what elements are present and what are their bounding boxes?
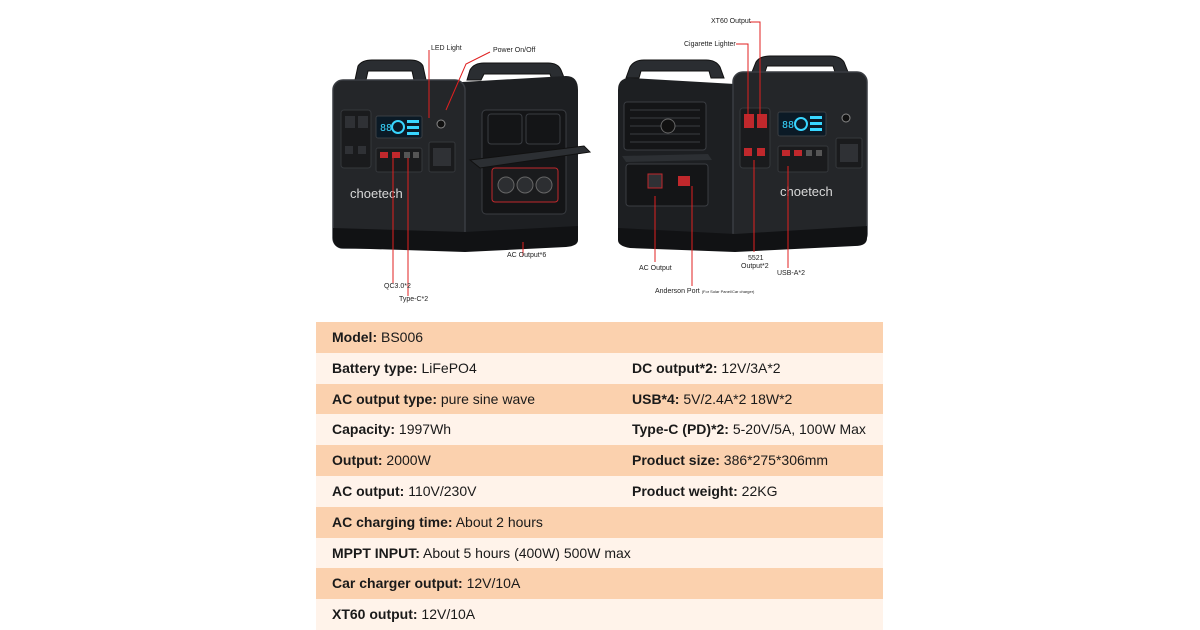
callout-anderson <box>655 288 754 295</box>
callout-ac-output: AC Output <box>639 265 672 272</box>
spec-cell-left <box>332 568 520 599</box>
spec-key: Battery type: <box>332 359 418 376</box>
spec-key: Product size: <box>632 452 720 469</box>
spec-value: 110V/230V <box>404 482 477 499</box>
spec-cell-left <box>332 414 451 445</box>
spec-value: 1997Wh <box>395 421 452 438</box>
spec-row <box>316 353 883 384</box>
spec-row <box>316 568 883 599</box>
spec-value: pure sine wave <box>436 390 536 407</box>
spec-cell-right <box>632 384 792 415</box>
spec-cell-right <box>632 414 866 445</box>
spec-row <box>316 414 883 445</box>
callout-anderson-label: Anderson Port <box>655 288 700 295</box>
callout-qc30: QC3.0*2 <box>384 283 411 290</box>
spec-key: Product weight: <box>632 482 738 499</box>
spec-row <box>316 507 883 538</box>
spec-key: Car charger output: <box>332 575 463 592</box>
front-lcd-digits: 88 <box>380 123 393 134</box>
spec-value: 22KG <box>737 482 778 499</box>
spec-table <box>316 322 883 630</box>
spec-cell-left <box>332 445 431 476</box>
spec-value: 5-20V/5A, 100W Max <box>728 421 866 438</box>
spec-key: MPPT INPUT: <box>332 544 420 561</box>
spec-key: AC output: <box>332 482 405 499</box>
spec-row <box>316 384 883 415</box>
back-brand-logo: choetech <box>780 184 833 199</box>
spec-row <box>316 599 883 630</box>
spec-row <box>316 476 883 507</box>
callout-5521-a: 5521 <box>748 255 764 262</box>
spec-value: About 5 hours (400W) 500W max <box>419 544 631 561</box>
spec-cell-left <box>332 476 476 507</box>
spec-cell-left <box>332 384 535 415</box>
spec-key: AC output type: <box>332 390 437 407</box>
callout-cigarette: Cigarette Lighter <box>684 41 736 48</box>
spec-cell-right <box>632 445 828 476</box>
callout-power-onoff: Power On/Off <box>493 47 536 54</box>
spec-row <box>316 538 883 569</box>
spec-key: Type-C (PD)*2: <box>632 421 729 438</box>
spec-cell-left <box>332 599 475 630</box>
spec-cell-left <box>332 538 631 569</box>
spec-value: 12V/10A <box>417 606 476 623</box>
spec-key: USB*4: <box>632 390 680 407</box>
spec-value: LiFePO4 <box>417 359 477 376</box>
spec-cell-left <box>332 322 423 353</box>
spec-cell-right <box>632 476 777 507</box>
spec-row <box>316 445 883 476</box>
spec-key: Capacity: <box>332 421 396 438</box>
callout-usba: USB-A*2 <box>777 270 806 277</box>
spec-value: 2000W <box>382 452 431 469</box>
spec-key: DC output*2: <box>632 359 718 376</box>
front-brand-logo: choetech <box>350 186 403 201</box>
callout-anderson-note: (For Solar Panel/Car charger) <box>701 289 755 294</box>
spec-key: XT60 output: <box>332 606 418 623</box>
callout-led-light: LED Light <box>431 45 462 52</box>
spec-cell-left <box>332 507 543 538</box>
spec-key: Model: <box>332 329 378 345</box>
spec-value: 12V/10A <box>462 575 521 592</box>
back-lcd-digits: 88 <box>782 120 795 131</box>
callout-typec: Type-C*2 <box>399 296 429 303</box>
spec-key: Output: <box>332 452 383 469</box>
spec-row <box>316 322 883 353</box>
front-power-station <box>333 60 590 252</box>
spec-cell-left <box>332 353 477 384</box>
spec-value: About 2 hours <box>452 513 543 530</box>
spec-value: 386*275*306mm <box>719 452 829 469</box>
spec-cell-right <box>632 353 781 384</box>
spec-value: BS006 <box>377 329 424 345</box>
callout-5521-b: Output*2 <box>741 263 769 270</box>
spec-value: 12V/3A*2 <box>717 359 781 376</box>
callout-xt60: XT60 Output <box>711 18 751 25</box>
callout-ac-output-6: AC Output*6 <box>507 252 547 259</box>
spec-key: AC charging time: <box>332 513 453 530</box>
spec-value: 5V/2.4A*2 18W*2 <box>679 390 793 407</box>
